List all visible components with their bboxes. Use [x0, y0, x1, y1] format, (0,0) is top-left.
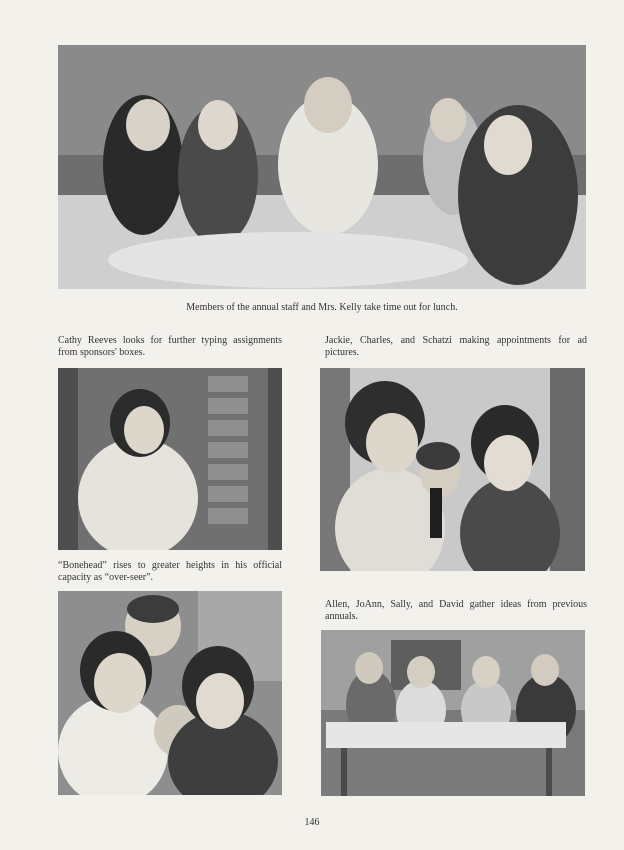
photo-bonehead — [58, 591, 282, 795]
photo-cathy-files — [58, 368, 282, 550]
photo-phone-appointments — [320, 368, 585, 571]
caption-bonehead: “Bonehead” rises to greater heights in his official capacity as “over-seer”. — [58, 560, 282, 583]
caption-jackie: Jackie, Charles, and Schatzi making appointments for ad pictures. — [325, 335, 587, 358]
page-number: 146 — [304, 817, 320, 828]
caption-cathy: Cathy Reeves looks for further typing assignments from sponsors' boxes. — [58, 335, 282, 358]
photo-staff-lunch — [58, 45, 586, 289]
photo-previous-annuals — [321, 630, 585, 796]
caption-lunch: Members of the annual staff and Mrs. Kelly take time out for lunch. — [186, 302, 458, 313]
caption-allen: Allen, JoAnn, Sally, and David gather ideas from previous annuals. — [325, 599, 587, 622]
